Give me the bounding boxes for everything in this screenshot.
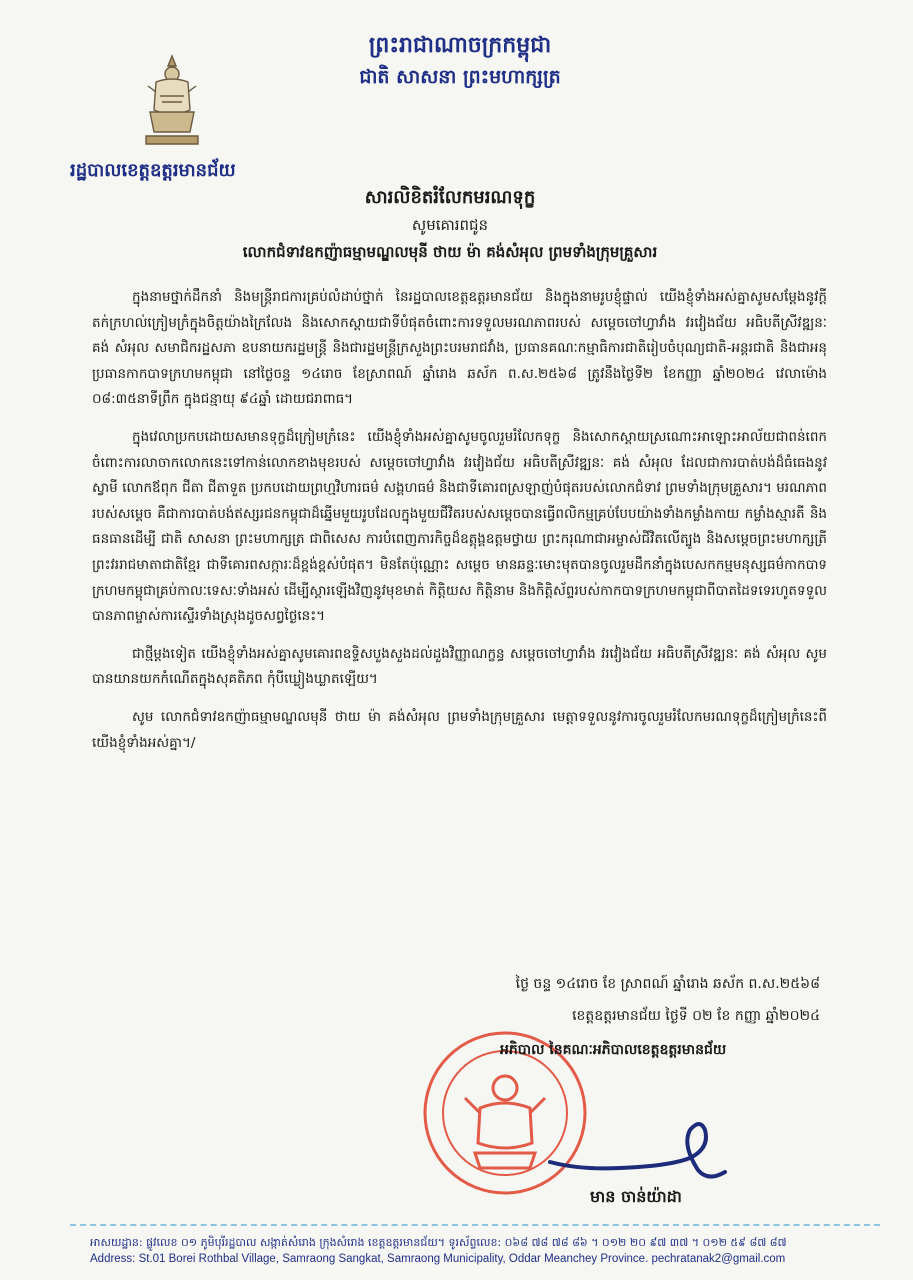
body-paragraph: ក្នុងនាមថ្នាក់ដឹកនាំ និងមន្ត្រីរាជការគ្រប់លំដាប់ថ្នាក់ នៃរដ្ឋបាលខេត្តឧត្តរមានជ័យ និងក្នុងនាមរូបខ្ញុំផ្ទាល់ យើងខ្ញុំទាំងអស់គ្នាសូមសម្តែងនូវក្តីតក់ក្រហល់ក្រៀមក្រំក្នុងចិត្តយ៉ាងក្រៃលែង និងសោកស្តាយជាទីបំផុតចំពោះការទទួលមរណភាពរបស់ សម្តេចចៅហ្វាវាំង វរវៀងជ័យ អធិបតីស្រីវឌ្ឍនៈ គង់ សំអុល សមាជិករដ្ឋសភា ឧបនាយករដ្ឋមន្ត្រី និងជារដ្ឋមន្ត្រីក្រសួងព្រះបរមរាជវាំង, ប្រធានគណៈកម្មាធិការជាតិរៀបចំបុណ្យជាតិ-អន្តរជាតិ និងជាអនុប្រធានកាកបាទក្រហមកម្ពុជា នៅថ្ងៃចន្ទ ១៤រោច ខែស្រាពណ៍ ឆ្នាំរោង ឆស័ក ព.ស.២៥៦៨ ត្រូវនឹងថ្ងៃទី២ ខែកញ្ញា ឆ្នាំ២០២៤ វេលាម៉ោង ០៨:៣៥នាទីព្រឹក ក្នុងជន្មាយុ ៩៤ឆ្នាំ ដោយជរាពាធ។ (92, 289, 827, 408)
footer-address-english (90, 1251, 890, 1268)
letter-title: សារលិខិតរំលែកមរណទុក្ខ (364, 187, 536, 208)
issuing-authority: រដ្ឋបាលខេត្តឧត្តរមានជ័យ (70, 160, 236, 181)
kingdom-motto-line: ជាតិ សាសនា ព្រះមហាក្សត្រ (359, 66, 561, 88)
footer-email: pechratanak2@gmail.com (651, 1253, 786, 1265)
solar-date: ខេត្តឧត្តរមានជ័យ ថ្ងៃទី ០២ ខែ កញ្ញា ឆ្នាំ២០២៤ (572, 1008, 820, 1024)
signatory-title: អភិបាល នៃគណៈអភិបាលខេត្តឧត្តរមានជ័យ (500, 1042, 727, 1058)
signatory-name: មាន ចាន់យ៉ាដា (590, 1187, 682, 1206)
body-paragraph: ជាថ្មីម្តងទៀត យើងខ្ញុំទាំងអស់គ្នាសូមគោរពឧទ្ទិសបួងសួងដល់ដួងវិញ្ញាណក្ខន្ធ សម្តេចចៅហ្វាវាំង វរវៀងជ័យ អធិបតីស្រីវឌ្ឍនៈ គង់ សំអុល សូមបានយានយកកំណើតក្នុងសុគតិភព កុំបីឃ្លៀងឃ្លាតឡើយ។ (92, 645, 827, 688)
letter-recipient: លោកជំទាវឧកញ៉ាធម្មាមណ្ឌលមុនី ថាយ ម៉ា គង់សំអុល ព្រមទាំងក្រុមគ្រួសារ (242, 243, 658, 261)
footer-address-line: Address: St.01 Borei Rothbal Village, Samraong Sangkat, Samraong Municipality, Oddar Meanchey Province. (90, 1253, 649, 1265)
footer-address-khmer: អាសយដ្ឋាន: ផ្លូវលេខ ០១ ភូមិបុរីរដ្ឋបាល សង្កាត់សំរោង ក្រុងសំរោង ខេត្តឧត្តរមានជ័យ។ ទូរស័ព្ទលេខ: ០៦៨ ៧៨ ៧៨ ៨៦ ។ ០១២ ២០ ៩៧ ៣៧ ។ ០១២ ៥៩ ៨៧ ៨៧ (90, 1236, 787, 1249)
provincial-emblem-icon (140, 52, 204, 148)
kingdom-title: ព្រះរាជាណាចក្រកម្ពុជា (368, 32, 552, 58)
footer-address (90, 1234, 890, 1268)
date-block (380, 968, 820, 1032)
letter-heading (140, 184, 760, 266)
lunar-date: ថ្ងៃ ចន្ទ ១៤រោច ខែ ស្រាពណ៍ ឆ្នាំរោង ឆស័ក ព.ស.២៥៦៨ (515, 976, 820, 992)
body-paragraph: ក្នុងវេលាប្រកបដោយសមានទុក្ខដ៏ក្រៀមក្រំនេះ យើងខ្ញុំទាំងអស់គ្នាសូមចូលរួមរំលែកទុក្ខ និងសោកស្តាយស្រណោះអាឡោះអាល័យជាពន់ពេក ចំពោះការលាចាកលោកនេះទៅកាន់លោកខាងមុខរបស់ សម្តេចចៅហ្វាវាំង វរវៀងជ័យ អធិបតីស្រីវឌ្ឍនៈ គង់ សំអុល ដែលជាការបាត់បង់ដ៏ធំធេងនូវស្វាមី លោកឪពុក ជីតា ជីតាទួត ប្រកបដោយព្រហ្មវិហារធម៌ សង្គហធម៌ និងជាទីគោរពស្រឡាញ់បំផុតរបស់លោកជំទាវ ព្រមទាំងក្រុមគ្រួសារ។ មរណភាពរបស់សម្តេច គឺជាការបាត់បង់ឥស្សរជនកម្ពុជាដ៏ឆ្នើមមួយរូបដែលក្នុងមួយជីវិតរបស់សម្តេចបានធ្វើពលិកម្មគ្រប់បែបយ៉ាងទាំងកម្លាំងកាយ កម្លាំងស្មារតី និងធនធានដើម្បី ជាតិ សាសនា ព្រះមហាក្សត្រ ជាពិសេស ការបំពេញភារកិច្ចដ៏ឧត្តុង្គឧត្តមថ្វាយ ព្រះករុណាជាអម្ចាស់ជីវិតលើត្បូង និងសម្តេចព្រះមហាក្សត្រី ព្រះវររាជមាតាជាតិខ្មែរ ជាទីគោរពសក្ការៈដ៏ខ្ពង់ខ្ពស់បំផុត។ មិនតែប៉ុណ្ណោះ សម្តេច មានឆន្ទៈមោះមុតបានចូលរួមដឹកនាំក្នុងបេសកកម្មមនុស្សធម៌កាកបាទក្រហមកម្ពុជាគ្រប់កាលៈទេសៈទាំងអស់ ដើម្បីស្តារឡើងវិញនូវមុខមាត់ កិត្តិយស កិត្តិនាម និងកិត្តិស័ព្ទរបស់កាកបាទក្រហមកម្ពុជាពីបាតដៃទទេរហូតទទួលបានភាពម្ចាស់ការស្ទើរទាំងស្រុងដូចសព្វថ្ងៃនេះ។ (92, 428, 827, 625)
body-paragraph: សូម លោកជំទាវឧកញ៉ាធម្មាមណ្ឌលមុនី ថាយ ម៉ា គង់សំអុល ព្រមទាំងក្រុមគ្រួសារ មេត្តាទទួលនូវការចូលរួមរំលែកមរណទុក្ខដ៏ក្រៀមក្រំនេះពីយើងខ្ញុំទាំងអស់គ្នា។/ (92, 708, 827, 751)
footer-divider (70, 1224, 880, 1226)
kingdom-motto (330, 28, 590, 92)
letter-greeting: សូមគោរពជូន (411, 216, 489, 234)
handwritten-signature-icon (540, 1100, 750, 1190)
letter-body (92, 285, 827, 768)
